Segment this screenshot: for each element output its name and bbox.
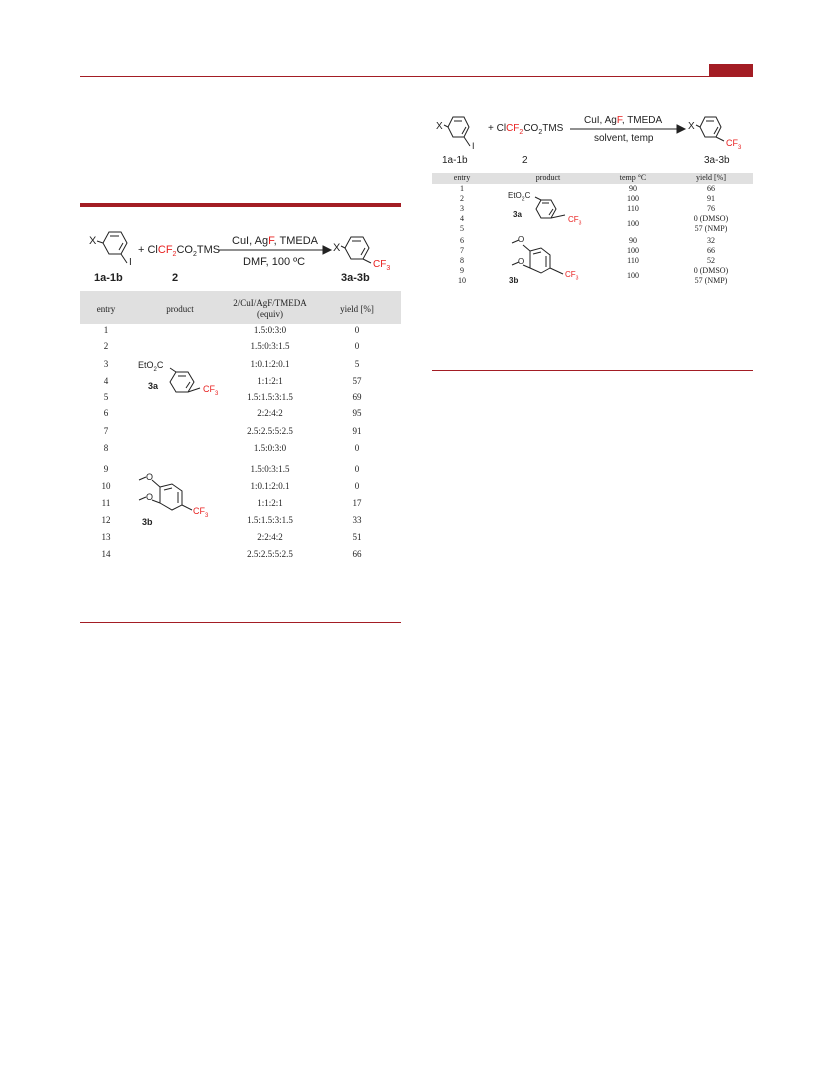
table2-temp: 90 bbox=[629, 236, 637, 245]
scheme1-product-cf3: $CF_3$ bbox=[373, 259, 391, 272]
table2-3b-label: 3b bbox=[509, 276, 519, 285]
scheme1-reagent-number: 2 bbox=[172, 272, 179, 284]
table1-entry: 12 bbox=[101, 515, 111, 525]
table1-ratio: 1.5:0:3:1.5 bbox=[250, 341, 290, 351]
table1-entry: 9 bbox=[103, 464, 109, 474]
table2-yield: 76 bbox=[707, 204, 715, 213]
table1-header-ratio: 2/CuI/AgF/TMEDA bbox=[233, 298, 307, 308]
scheme2-reagent-number: 2 bbox=[522, 155, 528, 166]
table1-entry: 3 bbox=[103, 359, 109, 369]
table2-entry: 1 bbox=[460, 184, 464, 193]
table1-header-entry: entry bbox=[96, 304, 116, 314]
table2-temp: 100 bbox=[627, 194, 639, 203]
table2-temp: 100 bbox=[627, 219, 639, 228]
table1-yield: 0 bbox=[354, 341, 360, 351]
table2-entry: 7 bbox=[460, 246, 464, 255]
table1-ratio: 1:1:2:1 bbox=[257, 376, 283, 386]
table1-header-product: product bbox=[166, 304, 194, 314]
scheme2-conditions-top: CuI, AgF, TMEDA bbox=[584, 115, 663, 126]
scheme1-reagent: + $ClCF_2CO_2TMS$ bbox=[138, 244, 221, 259]
table2-3b-cf3: $CF_3$ bbox=[565, 270, 579, 282]
table1-3b-label: 3b bbox=[142, 517, 153, 527]
scheme1-substrate-label: 1a-1b bbox=[94, 272, 123, 284]
table2-entry: 4 bbox=[460, 214, 464, 223]
table2-header-yield: yield [%] bbox=[696, 173, 726, 182]
table2-3b-oxygen-2: O bbox=[518, 257, 525, 266]
table1-yield: 51 bbox=[352, 532, 362, 542]
table1-ratio: 1.5:0:3:0 bbox=[253, 325, 287, 335]
table1-3a-ester: EtO$_2$C bbox=[138, 360, 164, 373]
table2-header-product: product bbox=[535, 173, 561, 182]
table1-header-equiv: (equiv) bbox=[257, 309, 283, 319]
scheme2-product-label: 3a-3b bbox=[704, 155, 730, 166]
scheme2-x-label: X bbox=[436, 121, 443, 132]
table1-ratio: 2.5:2.5:5:2.5 bbox=[247, 549, 293, 559]
table1-ratio: 2:2:4:2 bbox=[257, 408, 283, 418]
table2-yield: 52 bbox=[707, 256, 715, 265]
table2-3a-label: 3a bbox=[513, 210, 522, 219]
table2-yield: 0 (DMSO) bbox=[693, 214, 729, 223]
table2-entry: 3 bbox=[460, 204, 464, 213]
table2-entry: 2 bbox=[460, 194, 464, 203]
table1-3a-label: 3a bbox=[148, 381, 159, 391]
table1-entry: 10 bbox=[101, 481, 111, 491]
table2-3b-oxygen-1: O bbox=[518, 235, 525, 244]
table2-temp: 100 bbox=[627, 271, 639, 280]
table2-temp: 110 bbox=[627, 204, 639, 213]
table1-3b-oxygen-2: O bbox=[146, 492, 154, 502]
table2-bottom-rule bbox=[432, 370, 753, 371]
table2-entry: 5 bbox=[460, 224, 464, 233]
table1-yield: 5 bbox=[354, 359, 360, 369]
scheme1-conditions-bottom: DMF, 100 ºC bbox=[243, 256, 306, 268]
scheme2-reagent: + $ClCF_2CO_2TMS$ bbox=[488, 123, 564, 136]
table2-yield: 32 bbox=[707, 236, 715, 245]
table1-ratio: 1.5:0:3:1.5 bbox=[250, 464, 290, 474]
table2-yield: 66 bbox=[707, 184, 715, 193]
table1-yield: 91 bbox=[352, 426, 362, 436]
table1-yield: 17 bbox=[352, 498, 362, 508]
table1-entry: 1 bbox=[103, 325, 109, 335]
table1-entry: 5 bbox=[103, 392, 109, 402]
table2-yield: 57 (NMP) bbox=[694, 276, 728, 285]
table2-entry: 6 bbox=[460, 236, 464, 245]
table1-ratio: 2:2:4:2 bbox=[257, 532, 283, 542]
scheme1-product-label: 3a-3b bbox=[341, 272, 370, 284]
table1-yield: 33 bbox=[352, 515, 362, 525]
table2-yield: 91 bbox=[707, 194, 715, 203]
table2-temp: 100 bbox=[627, 246, 639, 255]
table2-temp: 110 bbox=[627, 256, 639, 265]
table1-entry: 11 bbox=[101, 498, 111, 508]
scheme1-x-label: X bbox=[89, 235, 97, 247]
table1-3a-cf3: $CF_3$ bbox=[203, 384, 219, 397]
table1-ratio: 1:0.1:2:0.1 bbox=[250, 481, 290, 491]
table1-3b-cf3: $CF_3$ bbox=[193, 506, 209, 519]
scheme1-iodo-label: I bbox=[129, 257, 132, 268]
table2-header-temp: temp °C bbox=[619, 173, 647, 182]
table1-3b-oxygen-1: O bbox=[146, 472, 154, 482]
table1-yield: 66 bbox=[352, 549, 362, 559]
table1-yield: 0 bbox=[354, 481, 360, 491]
table2-yield: 66 bbox=[707, 246, 715, 255]
scheme2-product-x-label: X bbox=[688, 121, 695, 132]
table1-yield: 57 bbox=[352, 376, 362, 386]
table1-ratio: 1.5:1.5:3:1.5 bbox=[247, 515, 293, 525]
table2-3a-ester: EtO$_2$C bbox=[508, 191, 531, 203]
table1-ratio: 2.5:2.5:5:2.5 bbox=[247, 426, 293, 436]
table2-yield: 57 (NMP) bbox=[694, 224, 728, 233]
table2-header-entry: entry bbox=[453, 173, 471, 182]
table1-entry: 6 bbox=[103, 408, 109, 418]
scheme1-conditions-top: CuI, AgF, TMEDA bbox=[232, 235, 318, 247]
table1-entry: 8 bbox=[103, 443, 109, 453]
table2-3a-cf3: $CF_3$ bbox=[568, 215, 582, 227]
table1-ratio: 1.5:1.5:3:1.5 bbox=[247, 392, 293, 402]
table1-entry: 2 bbox=[103, 341, 109, 351]
table1-entry: 13 bbox=[101, 532, 111, 542]
table1-yield: 0 bbox=[354, 464, 360, 474]
table1-entry: 7 bbox=[103, 426, 109, 436]
table1-yield: 0 bbox=[354, 443, 360, 453]
scheme2-conditions-bottom: solvent, temp bbox=[594, 133, 654, 144]
table2-entry: 8 bbox=[460, 256, 464, 265]
table2-entry: 9 bbox=[460, 266, 464, 275]
table1-ratio: 1:1:2:1 bbox=[257, 498, 283, 508]
table1-yield: 95 bbox=[352, 408, 362, 418]
table1-header-yield: yield [%] bbox=[340, 304, 374, 314]
table1-entry: 14 bbox=[101, 549, 111, 559]
table1-yield: 0 bbox=[354, 325, 360, 335]
table2-yield: 0 (DMSO) bbox=[693, 266, 729, 275]
table1-entry: 4 bbox=[103, 376, 109, 386]
scheme2-substrate-label: 1a-1b bbox=[442, 155, 468, 166]
table2-entry: 10 bbox=[458, 276, 466, 285]
scheme1-product-x-label: X bbox=[333, 242, 341, 254]
table1-yield: 69 bbox=[352, 392, 362, 402]
table2-temp: 90 bbox=[629, 184, 637, 193]
scheme2-product-cf3: $CF_3$ bbox=[726, 138, 742, 151]
table1-ratio: 1:0.1:2:0.1 bbox=[250, 359, 290, 369]
scheme2-iodo-label: I bbox=[472, 141, 475, 151]
table1-ratio: 1.5:0:3:0 bbox=[253, 443, 287, 453]
